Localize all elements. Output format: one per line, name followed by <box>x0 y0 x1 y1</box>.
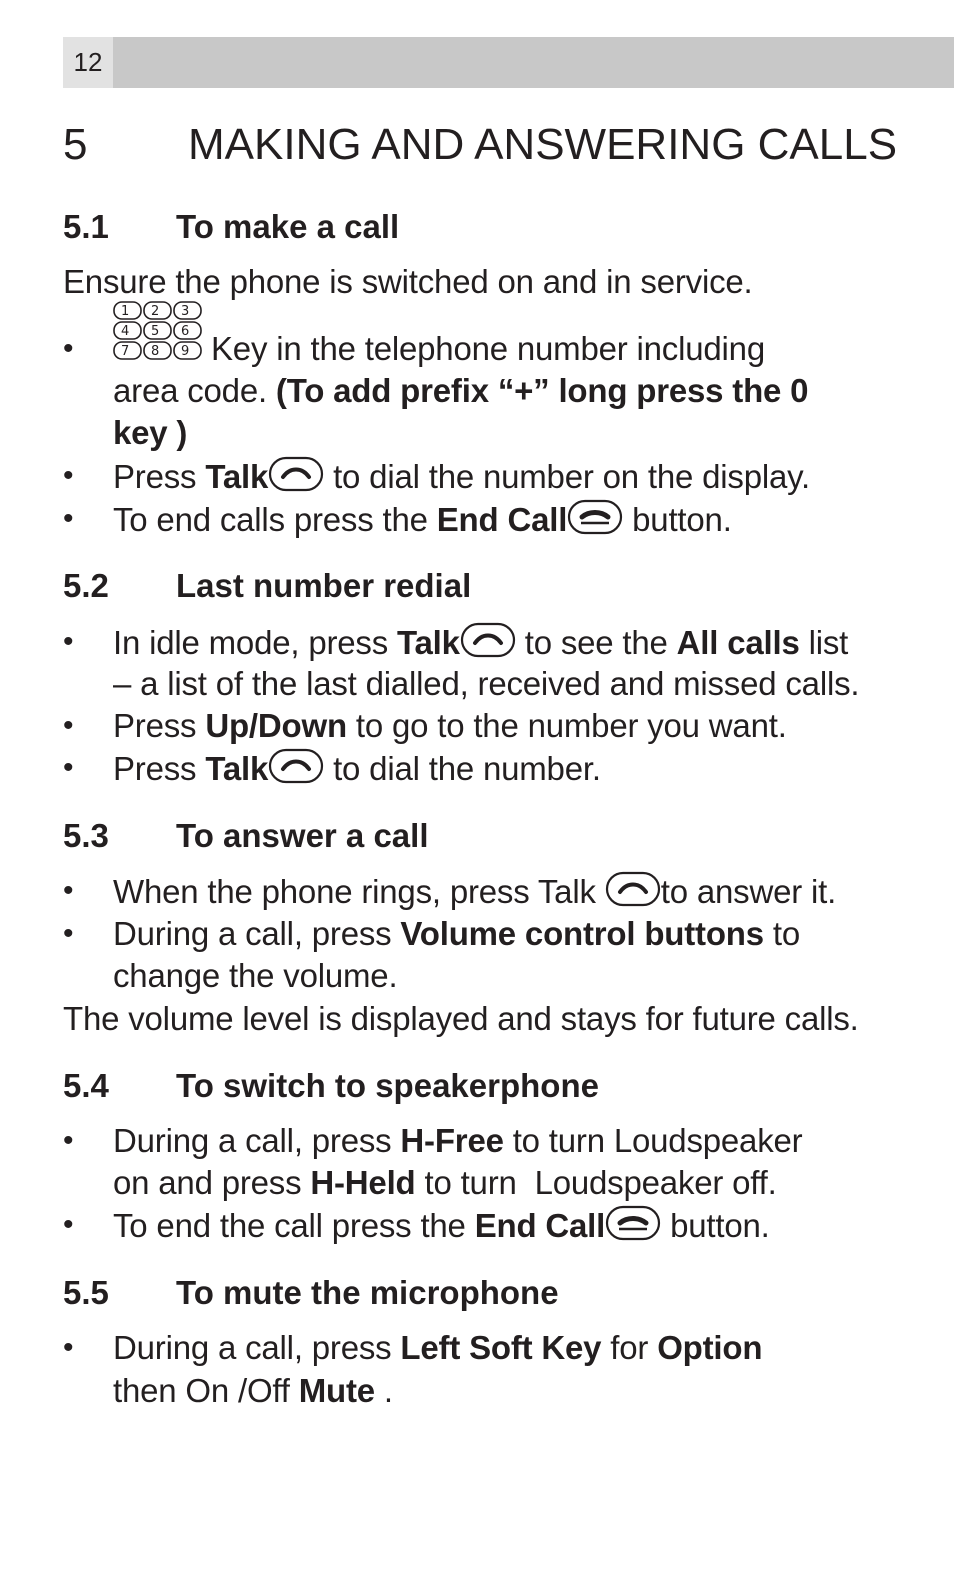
keypad-key-label: 4 <box>121 324 130 339</box>
instruction-text <box>113 622 848 667</box>
instruction-text <box>113 1371 393 1411</box>
section-number: 5.1 <box>63 208 109 245</box>
section-title: To mute the microphone <box>176 1274 559 1311</box>
keypad-key-label: 3 <box>181 304 190 319</box>
text-run: Press <box>113 707 206 744</box>
instruction-text <box>113 706 787 746</box>
text-run: During a call, press <box>113 1329 401 1366</box>
text-run: During a call, press <box>113 915 401 952</box>
instruction-text <box>113 1163 777 1203</box>
end-call-key-icon <box>567 499 623 544</box>
text-run-bold: Talk <box>205 750 269 787</box>
bullet: • <box>63 751 74 784</box>
section-title: To make a call <box>176 208 400 245</box>
keypad-key-label: 1 <box>121 304 130 319</box>
bullet: • <box>63 502 74 535</box>
instruction-text <box>113 371 808 411</box>
instruction-text <box>113 1205 770 1250</box>
bullet: • <box>63 917 74 950</box>
instruction-text: – a list of the last dialled, received and missed calls. <box>113 665 860 702</box>
text-run-bold: All calls <box>676 624 800 661</box>
bullet: • <box>63 1208 74 1241</box>
text-run: button. <box>623 501 732 538</box>
text-run-bold: H-Free <box>400 1122 504 1159</box>
keypad-key-label: 7 <box>121 344 130 359</box>
section-number: 5.4 <box>63 1067 109 1104</box>
instruction-text <box>113 1121 802 1161</box>
text-run: When the phone rings, press Talk <box>113 873 605 910</box>
keypad-key-label: 5 <box>151 324 160 339</box>
section-number: 5.2 <box>63 567 109 604</box>
text-run: Press <box>113 750 206 787</box>
instruction-text: change the volume. <box>113 957 398 994</box>
numeric-keypad-icon <box>112 300 204 362</box>
bullet: • <box>63 1124 74 1157</box>
keypad-key-label: 8 <box>151 344 160 359</box>
text-run-bold: Mute <box>298 1372 375 1409</box>
instruction-text <box>113 499 732 544</box>
section-number: 5.3 <box>63 817 109 854</box>
talk-key-icon <box>268 456 324 501</box>
text-run: button. <box>661 1207 770 1244</box>
text-run-bold: End Call <box>474 1207 606 1244</box>
section-heading-5-1 <box>63 207 399 247</box>
section-heading-5-2 <box>63 566 471 606</box>
text-run-bold: Talk <box>396 624 460 661</box>
text-run: list <box>799 624 849 661</box>
talk-key-icon <box>460 622 516 667</box>
text-run-bold: (To add prefix “+” long press the 0 <box>275 372 809 409</box>
page-number: 12 <box>63 37 113 88</box>
section-number: 5.5 <box>63 1274 109 1311</box>
text-run-bold: H-Held <box>310 1164 416 1201</box>
text-run: to <box>763 915 800 952</box>
instruction-text: Key in the telephone number including <box>211 330 765 367</box>
text-run-bold: End Call <box>436 501 568 538</box>
text-run: Press <box>113 458 206 495</box>
instruction-text <box>113 914 800 954</box>
bullet: • <box>63 332 74 365</box>
text-run: . <box>374 1372 393 1409</box>
section-heading-5-5 <box>63 1273 559 1313</box>
text-run: In idle mode, press <box>113 624 397 661</box>
text-run: for <box>601 1329 658 1366</box>
note-text: The volume level is displayed and stays for future calls. <box>63 1000 859 1037</box>
text-run-bold: Talk <box>205 458 269 495</box>
end-call-key-icon <box>605 1205 661 1250</box>
page-header-bar <box>63 37 954 88</box>
text-run: to see the <box>515 624 677 661</box>
chapter-number: 5 <box>63 120 88 169</box>
text-run: to go to the number you want. <box>346 707 787 744</box>
text-run-bold: Volume control buttons <box>400 915 764 952</box>
instruction-text <box>113 748 601 793</box>
instruction-text <box>113 456 810 501</box>
text-run: then On /Off <box>113 1372 299 1409</box>
section-title: Last number redial <box>176 567 472 604</box>
keypad-key-label: 2 <box>151 304 160 319</box>
keypad-key-label: 9 <box>181 344 190 359</box>
text-run: to turn Loudspeaker off. <box>415 1164 777 1201</box>
text-run: to answer it. <box>660 873 837 910</box>
bullet: • <box>63 1331 74 1364</box>
chapter-title-text: MAKING AND ANSWERING CALLS <box>188 120 898 169</box>
text-run: To end calls press the <box>113 501 437 538</box>
section-title: To switch to speakerphone <box>176 1067 599 1104</box>
bullet: • <box>63 709 74 742</box>
text-run: to dial the number. <box>324 750 601 787</box>
section-title: To answer a call <box>176 817 429 854</box>
talk-key-icon <box>268 748 324 793</box>
text-run: To end the call press the <box>113 1207 475 1244</box>
text-run-bold: Option <box>657 1329 763 1366</box>
keypad-key-label: 6 <box>181 324 190 339</box>
text-run-bold: key ) <box>113 414 188 451</box>
text-run: to dial the number on the display. <box>324 458 810 495</box>
text-run-bold: Left Soft Key <box>400 1329 602 1366</box>
instruction-text <box>113 1328 762 1368</box>
text-run: to turn Loudspeaker <box>503 1122 803 1159</box>
text-run: on and press <box>113 1164 311 1201</box>
bullet: • <box>63 874 74 907</box>
bullet: • <box>63 459 74 492</box>
instruction-text <box>113 413 187 453</box>
instruction-text <box>113 871 836 916</box>
section-heading-5-3 <box>63 816 429 856</box>
bullet: • <box>63 625 74 658</box>
text-run: area code. <box>113 372 276 409</box>
section-heading-5-4 <box>63 1066 599 1106</box>
text-run: During a call, press <box>113 1122 401 1159</box>
text-run-bold: Up/Down <box>205 707 347 744</box>
talk-key-icon <box>605 871 661 916</box>
chapter-title <box>63 118 897 172</box>
intro-text: Ensure the phone is switched on and in service. <box>63 263 753 300</box>
